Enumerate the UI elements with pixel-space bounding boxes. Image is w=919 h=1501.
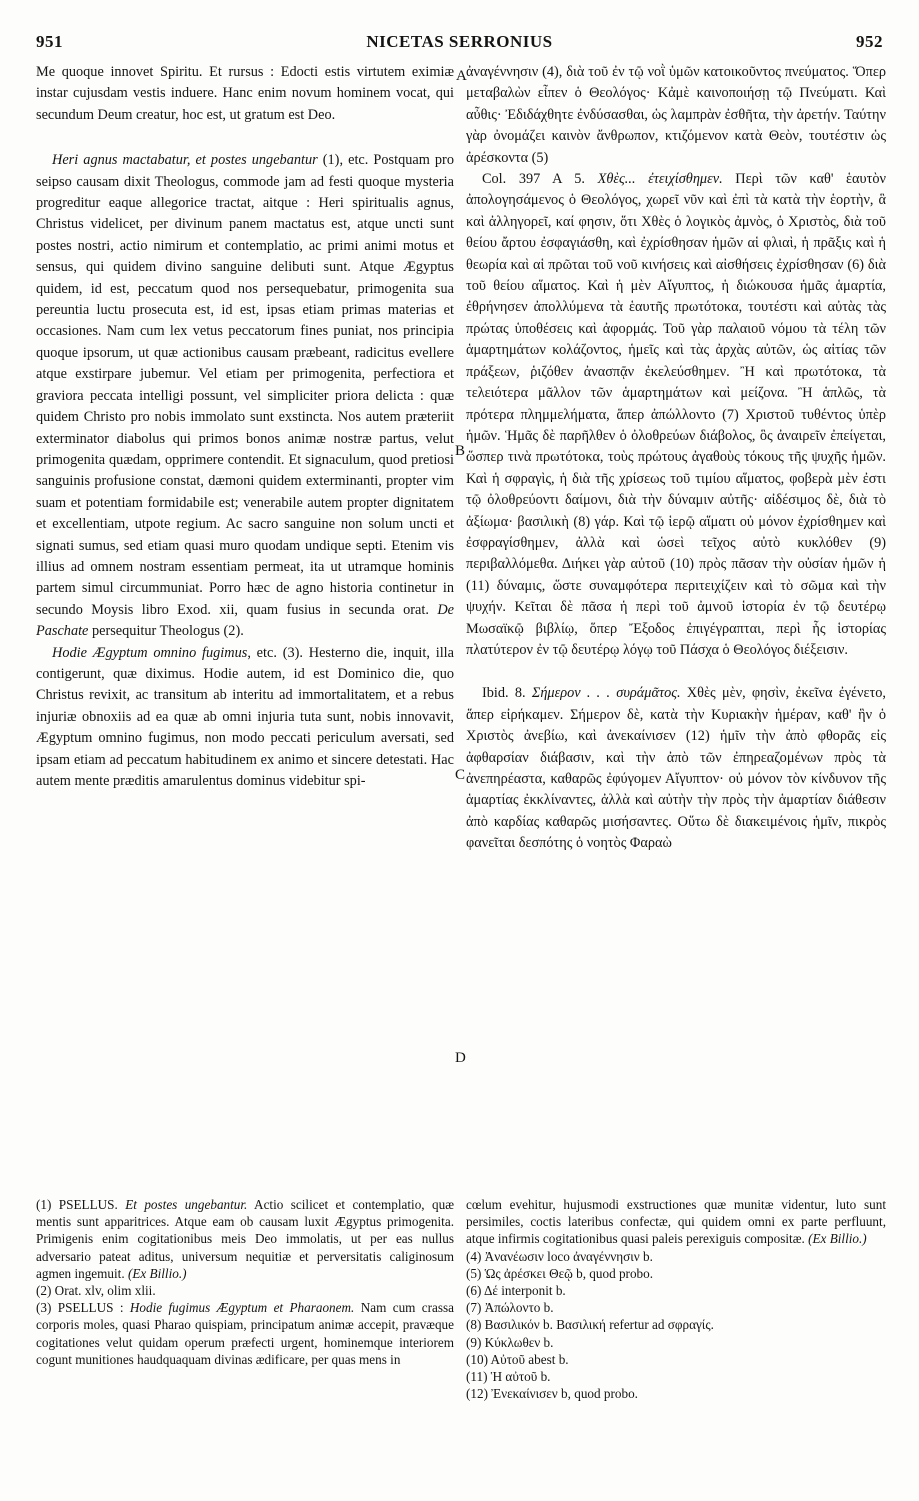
footnote-3-lemma: Hodie fugimus Ægyptum et Pharaonem. [129,1300,355,1316]
greek-column [466,62,886,1188]
greek-lemma-1: Χθὲς... ἐτειχίσθημεν. [597,171,723,188]
running-header [36,24,883,54]
footnote-2: (2) Orat. xlv, olim xlii. [36,1283,156,1299]
latin-text-3: , etc. (3). Hesterno die, inquit, illa contigerunt, quæ diximus. Hodie autem, id est Dominico die, quo Christus revixit, ac transitum ab interitu ad immortalitatem, et a rebus injuriæ obnoxiis ad ea quæ ab omni injuria tuta sunt, nobis innovavit, Ægyptum omnino fugimus, non modo peccati periculum aversati, sed ipsam etiam ad peccatum habitudinem ex animo et sincere detestati. Hac autem mente præditis amarulentus dominus videbitur spi- [36,644,454,789]
margin-letter-b: B [455,443,466,459]
footnote-3 [36,1299,454,1368]
footnotes-left [36,1196,454,1486]
greek-paragraph-1: ἀναγέννησιν (4), διὰ τοῦ ἐν τῷ νοῒ ὑμῶν κατοικοῦντος πνεύματος. Ὅπερ μεταβαλὼν εἶπεν ὁ Θεολόγος· Κἀμὲ καινοποιήσῃ τῷ Πνεύματι. Καὶ αὖθις· Ἐδιδάχθητε ἐνδύσασθαι, ὡς λαμπρὰν ἐσθῆτα, τὴν ἀρετήν. Ταύτην γὰρ ὀνομάζει καινὸν ἄνθρωπον, κτιζόμενον κατὰ Θεὸν, τουτέστιν ὡς ἀρέσκοντα (5) [466,64,886,166]
latin-paragraph-2 [36,150,454,642]
footnote-6: (6) Δέ interponit b. [466,1283,566,1299]
footnote-8: (8) Βασιλικόν b. Βασιλική refertur ad σφραγίς. [466,1317,714,1333]
footnote-3-text: Nam cum crassa corporis moles, quasi Pharao quispiam, principatum animæ accepit, pravæque cogitationes velut quidam operum præfecti urgent, hominemque interiorem cogunt munitiones haudquaquam divinas ædificare, per quas mens in [36,1300,454,1367]
footnote-3-cont-text: cœlum evehitur, hujusmodi exstructiones quæ munitæ videntur, luto sunt persimiles, coctis lateribus confectæ, qui quidem omni ex parte perfluunt, atque infirmis cogitationibus quasi paleis perexiguis compositæ. [466,1197,886,1247]
latin-column [36,62,454,1188]
footnote-4: (4) Ἀνανέωσιν loco ἀναγέννησιν b. [466,1248,653,1264]
footnote-12: (12) Ἐνεκαίνισεν b, quod probo. [466,1386,638,1402]
footnote-10: (10) Αὐτοῦ abest b. [466,1351,569,1367]
latin-text-2: (1), etc. Postquam pro seipso causam dixit Theologus, commode jam ad festi quoque mysteria progreditur eaque allegorice tractat, aitque : Heri spiritualis agnus, Christus videlicet, per divinum panem mactatus est, atque uncti sunt postes nostri, actio nimirum et contemplatio, ac primi animi motus et sensus, qui quidem divino sanguine delibuti sunt. Atque Ægyptus quidem, id est, peccatum quod nos persequebatur, primogenita sua pereuntia luctu prosecuta est, id est, ipsas etiam primas materias et occasiones. Nam cum lex vetus peccatorum fines puniat, nos principia quoque ipsorum, ut quæ actionibus causam præbeant, radicitus evellere atque exstirpare jubemur. Vel etiam per primogenita, perfectiora et graviora peccata intelligi possunt, vel simpliciter priora delicta : quæ quidem Christo pro nobis immolato sunt exstincta. Nos autem præteriit exterminator diabolus qui primos bonos animæ nostræ partus, velut primogenita quædam, opprimere contendit. Et signaculum, quod pretiosi sanguinis profusione constat, dæmoni quidem exterminanti, propter vim suam et potentiam formidabile est; venerabile autem propter dignitatem et excellentiam, utpote regium. Ac sacro sanguine non solum uncti et signati sumus, sed etiam quasi muro quodam undique septi. Etenim vis illius ad omnem nostram essentiam permeat, ita ut utramque hominis partem simul circummuniat. Porro hæc de agno historia continetur in secundo Moysis libro Exod. xii, quam fusius in secunda orat. [36,152,454,618]
margin-letter-c: C [455,767,466,783]
footnote-3-continued [466,1196,886,1248]
margin-letter-a: A [456,68,467,84]
footnote-7: (7) Ἀπώλοντο b. [466,1300,554,1316]
greek-text-2: Περὶ τῶν καθ' ἑαυτὸν ἀπολογησάμενος ὁ Θεολόγος, χωρεῖ νῦν καὶ ἐπὶ τὰ κατὰ τὴν ἑορτὴν, ἃ καὶ ἀλληγορεῖ, καί φησιν, ὅτι Χθὲς ὁ λογικὸς ἀμνὸς, ὁ Χριστὸς, διὰ τοῦ θείου ἄρτου ἐσφαγιάσθη, καὶ ἐχρίσθησαν ἡμῶν αἱ φλιαὶ, ἡ πρᾶξις καὶ ἡ θεωρία καὶ αἱ πρῶται τοῦ νοῦ κινήσεις καὶ αἰσθήσεις ἐχρίσθησαν (6) διὰ τοῦ θείου αἵματος. Καὶ ἡ μὲν Αἴγυπτος, ἡ διώκουσα ἡμᾶς ἁμαρτία, ἐθρήνησεν ἀπολλύμενα τὰ ἑαυτῆς πρωτότοκα, τουτέστι καὶ αὐτὰς τὰς πρώτας ὑποθέσεις καὶ ἀφορμάς. Τοῦ γὰρ παλαιοῦ νόμου τὰ τέλη τῶν ἁμαρτημάτων κολάζοντος, ἡμεῖς καὶ τὰς ἀρχὰς αὐτῶν, ὡς αἰτίας τῶν πράξεων, ῥιζόθεν ἀνασπᾷν ἐκελεύσθημεν. Ἢ καὶ πρωτότοκα, τὰ τελειότερα μᾶλλον τῶν ἁμαρτημάτων καὶ μείζονα. Ἢ ἁπλῶς, τὰ πρότερα πλημμελήματα, ἅπερ ἀπώλλοντο (7) Χριστοῦ τυθέντος ὑπὲρ ἡμῶν. Ἡμᾶς δὲ παρῆλθεν ὁ ὀλοθρεύων διάβολος, ὃς ἀναιρεῖν ἐπείγεται, ὥσπερ τινὰ πρωτότοκα, τοὺς πρώτους ἀγαθοὺς τόκους τῆς ψυχῆς ἡμῶν. Καὶ ἡ σφραγὶς, ἡ διὰ τῆς χρίσεως τοῦ τιμίου αἵματος, φοβερὰ μὲν ἐστι τῷ ὀλοθρεύοντι δαίμονι, διὰ τὴν δύναμιν αὐτῆς· αἰδέσιμος δὲ, διὰ τὸ ἀξίωμα· βασιλικὴ (8) γάρ. Καὶ τῷ ἱερῷ αἵματι οὐ μόνον ἐχρίσθημεν καὶ ἐσφραγίσθημεν, ἀλλὰ καὶ ὡσεὶ τεῖχος αὐτὸ κυκλόθεν (9) περιβαλλόμεθα. Διήκει γὰρ αὐτοῦ (10) πρὸς πᾶσαν τὴν οὐσίαν ἡμῶν ἡ (11) δύναμις, ὥστε συναμφότερα περιτειχίζειν καὶ τὸ σῶμα καὶ τὴν ψυχήν. Κεῖται δὲ πᾶσα ἡ περὶ τοῦ ἀμνοῦ ἱστορία ἐν τῷ δευτέρῳ Μωσαϊκῷ βιβλίῳ, ὅπερ Ἔξοδος ἐπιγέγραπται, περὶ ἧς ἱστορίας πλατύτερον ἐν τῷ δευτέρῳ λόγῳ τοῦ Πάσχα ὁ Θεολόγος διέξεισιν. [466,171,886,658]
footnote-1-lemma: Et postes ungebantur. [125,1197,248,1212]
footnote-1-text: Actio scilicet et contemplatio, quæ mentis sunt apparitrices. Atque eam ob causam luxit Ægyptus primogenita. Primigenis enim cogitationibus meis Deo immolatis, ut per eas nullus adversario pateat aditus, universum nequitiæ et perversitatis caliginosum agmen ingemuit. [36,1197,454,1281]
footnote-11: (11) Ἡ αὐτοῦ b. [466,1369,551,1385]
footnote-9: (9) Κύκλωθεν b. [466,1334,554,1350]
footnote-1-source: (Ex Billio.) [127,1265,187,1281]
latin-lemma-2: Hodie Ægyptum omnino fugimus [52,644,248,661]
greek-lemma-2: Σήμερον . . . συράμᾶτος. [531,685,681,702]
greek-ref-1: Col. 397 A 5. [482,171,598,188]
footnotes-right [466,1196,886,1486]
greek-paragraph-3 [466,683,886,854]
latin-paragraph-1: Me quoque innovet Spiritu. Et rursus : Edocti estis virtutem eximiæ instar cujusdam vestis induere. Hanc enim novum hominem vocat, qui secundum Deum creatur, hoc est, ut gratum est Deo. [36,64,454,123]
greek-text-3: Χθὲς μὲν, φησὶν, ἐκεῖνα ἐγένετο, ἅπερ εἰρήκαμεν. Σήμερον δὲ, κατὰ τὴν Κυριακὴν ἡμέραν, καθ' ἣν ὁ Χριστὸς ἀνεβίω, καὶ ἀνεκαίνισεν (12) ἡμῖν τὴν ἀπὸ φθορᾶς εἰς ἀφθαρσίαν διάβασιν, καὶ τὴν ἀπὸ τῶν ἐπηρεαζομένων πρὸς τὰ ἀνεπηρέαστα, καθαρῶς ἐφύγομεν Αἴγυπτον· οὐ μόνον τὸν κίνδυνον τῆς ἁμαρτίας ἐκκλίναντες, ἀλλὰ καὶ αὐτὴν τὴν πρὸς τὴν ἁμαρτίαν διάθεσιν ἀπὸ καρδίας καθαρῶς μισήσαντες. Οὕτω δὲ διακειμένοις ἡμῖν, πικρὸς φανεῖται δεσπότης ὁ νοητὸς Φαραὼ [466,685,886,852]
running-title: NICETAS SERRONIUS [366,32,553,51]
footnote-1-label: (1) PSELLUS. [36,1197,126,1212]
page-number-right: 952 [856,32,883,51]
footnote-5: (5) Ὡς ἀρέσκει Θεῷ b, quod probo. [466,1265,654,1281]
footnote-1 [36,1196,454,1282]
latin-paragraph-3 [36,643,454,793]
greek-paragraph-2 [466,169,886,661]
greek-ref-2: Ibid. 8. [482,685,532,702]
latin-lemma-1: Heri agnus mactabatur, et postes ungebantur [52,152,318,169]
margin-letter-d: D [455,1050,466,1066]
page-number-left: 951 [36,32,63,51]
footnote-3-label: (3) PSELLUS : [36,1300,130,1316]
latin-text-2-end: persequitur Theologus (2). [88,623,244,640]
latin-work-title: De Paschate [36,601,454,640]
footnote-3-source: (Ex Billio.) [808,1231,867,1247]
